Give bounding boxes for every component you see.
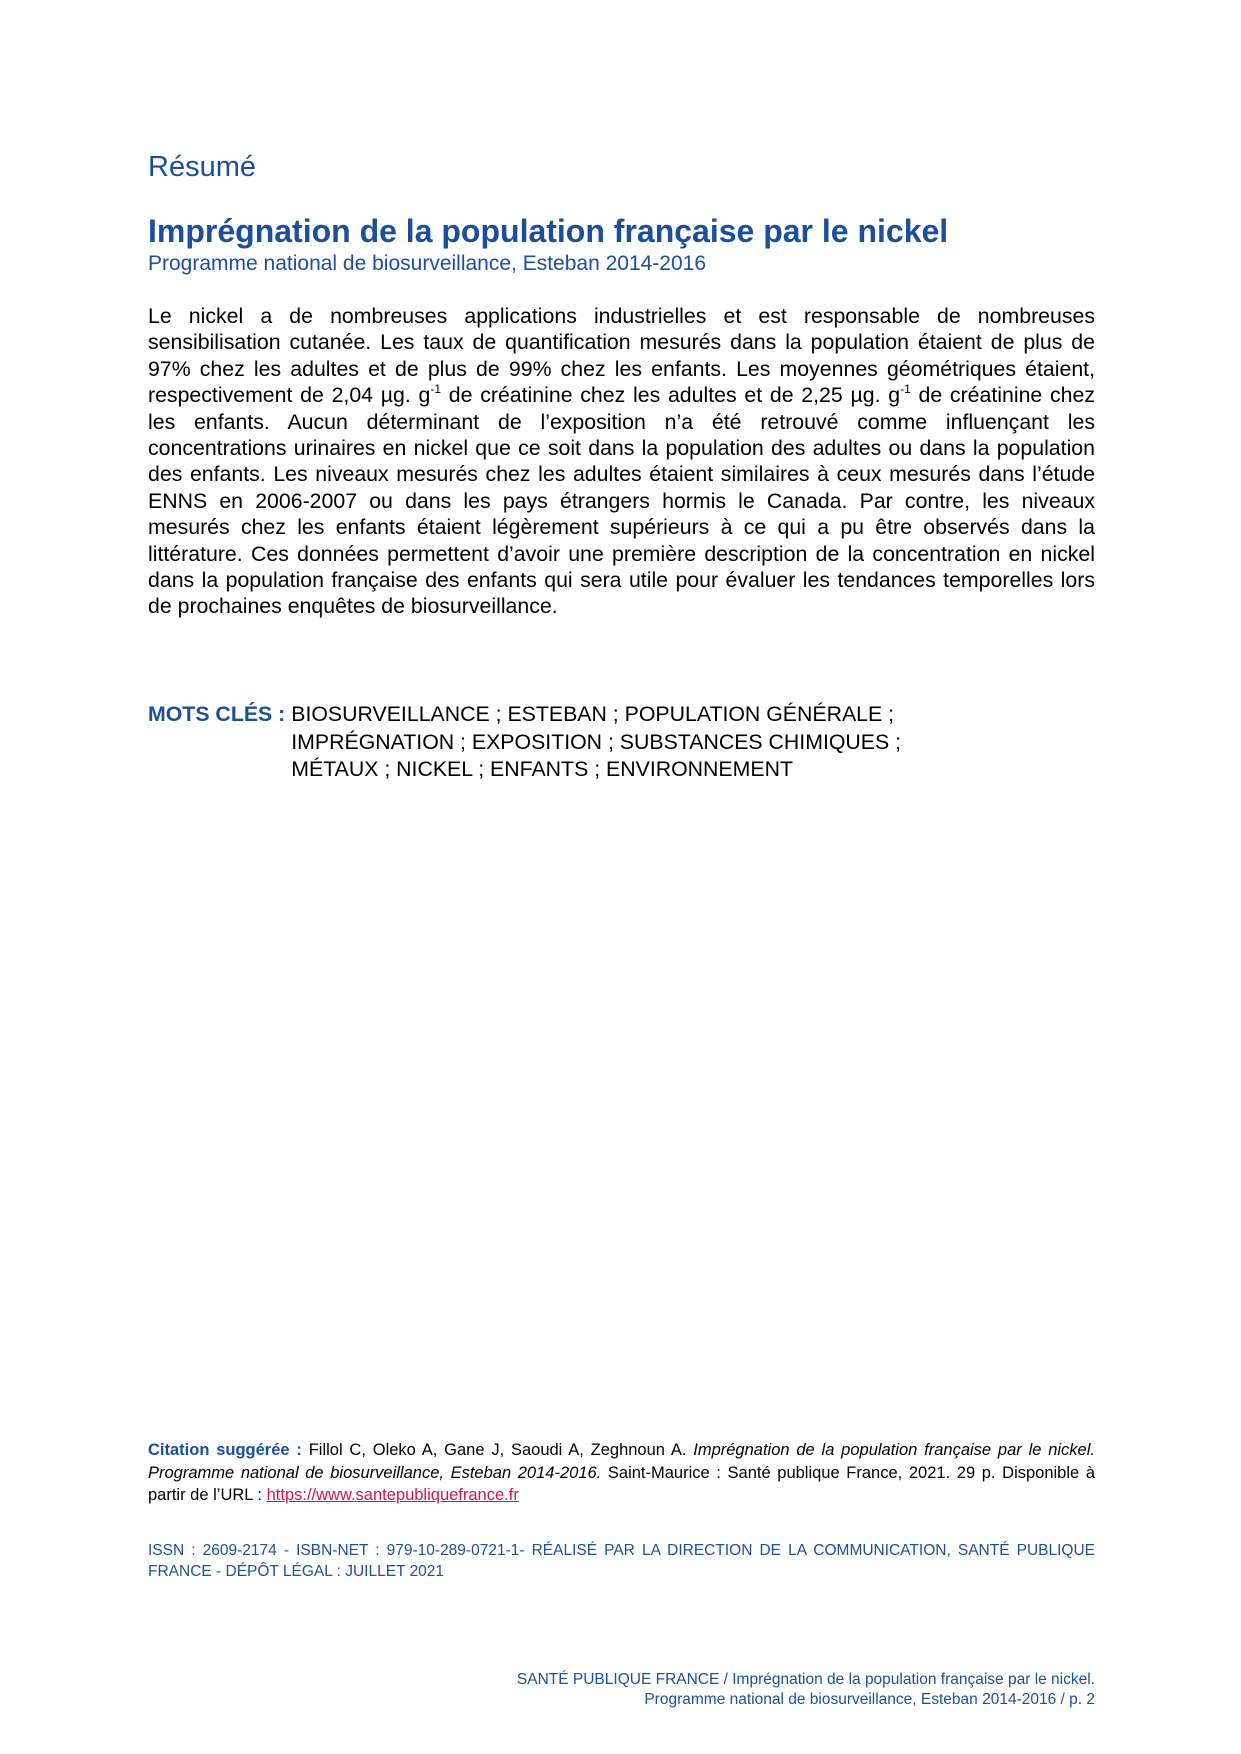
legal-notice: ISSN : 2609-2174 - ISBN-NET : 979-10-289-0721-1- RÉALISÉ PAR LA DIRECTION DE LA COMMUNICATION, SANTÉ PUBLIQUE FRANCE - DÉPÔT LÉGAL : JUILLET 2021 (148, 1542, 1095, 1580)
document-subtitle: Programme national de biosurveillance, Esteban 2014-2016 (148, 252, 707, 275)
suggested-citation (148, 1439, 1095, 1507)
document-title: Imprégnation de la population française par le nickel (148, 213, 949, 249)
section-title: Résumé (148, 151, 256, 183)
superscript-exponent: -1 (430, 382, 442, 397)
keywords-list (291, 701, 901, 784)
footer-line-page-number: Programme national de biosurveillance, Esteban 2014-2016 / p. 2 (644, 1691, 1095, 1708)
citation-label: Citation suggérée : (148, 1441, 302, 1459)
keywords-label: MOTS CLÉS : (148, 702, 286, 726)
abstract-text: de créatinine chez les adultes et de 2,25 µg. g (441, 383, 901, 408)
keywords-line: IMPRÉGNATION ; EXPOSITION ; SUBSTANCES CHIMIQUES ; (291, 729, 902, 754)
keywords-line: MÉTAUX ; NICKEL ; ENFANTS ; ENVIRONNEMENT (291, 757, 793, 781)
keywords-block (148, 701, 901, 784)
citation-url-link[interactable]: https://www.santepubliquefrance.fr (266, 1486, 519, 1504)
citation-publisher: Saint-Maurice : Santé publique France, 2021. 29 p. Disponible à partir de l’URL : (148, 1463, 1096, 1504)
page-footer (517, 1670, 1095, 1710)
citation-authors: Fillol C, Oleko A, Gane J, Saoudi A, Zeghnoun A. (301, 1441, 694, 1459)
abstract-text: de créatinine chez les enfants. Aucun déterminant de l’exposition n’a été retrouvé comme influençant les concentrations urinaires en nickel que ce soit dans la population des adultes ou dans la population des enfants. Les niveaux mesurés chez les adultes étaient similaires à ceux mesurés dans l’étude ENNS en 2006-2007 ou dans les pays étrangers hormis le Canada. Par contre, les niveaux mesurés chez les enfants étaient légèrement supérieurs à ce qui a pu être observés dans la littérature. Ces données permettent d’avoir une première description de la concentration en nickel dans la population française des enfants qui sera utile pour évaluer les tendances temporelles lors de prochaines enquêtes de biosurveillance. (148, 383, 1095, 619)
superscript-exponent: -1 (900, 382, 911, 397)
abstract-text: Le nickel a de nombreuses applications industrielles et est responsable de nombreuses sensibilisation cutanée. Les taux de quantification mesurés dans la population étaient de plus de 97% chez les adultes et de plus de 99% chez les enfants. Les moyennes géométriques étaient, respectivement de 2,04 µg. g (148, 304, 1095, 408)
footer-line: SANTÉ PUBLIQUE FRANCE / Imprégnation de la population française par le nickel. (516, 1671, 1095, 1688)
abstract-paragraph (148, 303, 1095, 620)
citation-title: Imprégnation de la population française par le nickel. Programme national de biosurveillance, Esteban 2014-2016. (148, 1441, 1095, 1482)
keywords-line: BIOSURVEILLANCE ; ESTEBAN ; POPULATION GÉNÉRALE ; (291, 702, 895, 726)
